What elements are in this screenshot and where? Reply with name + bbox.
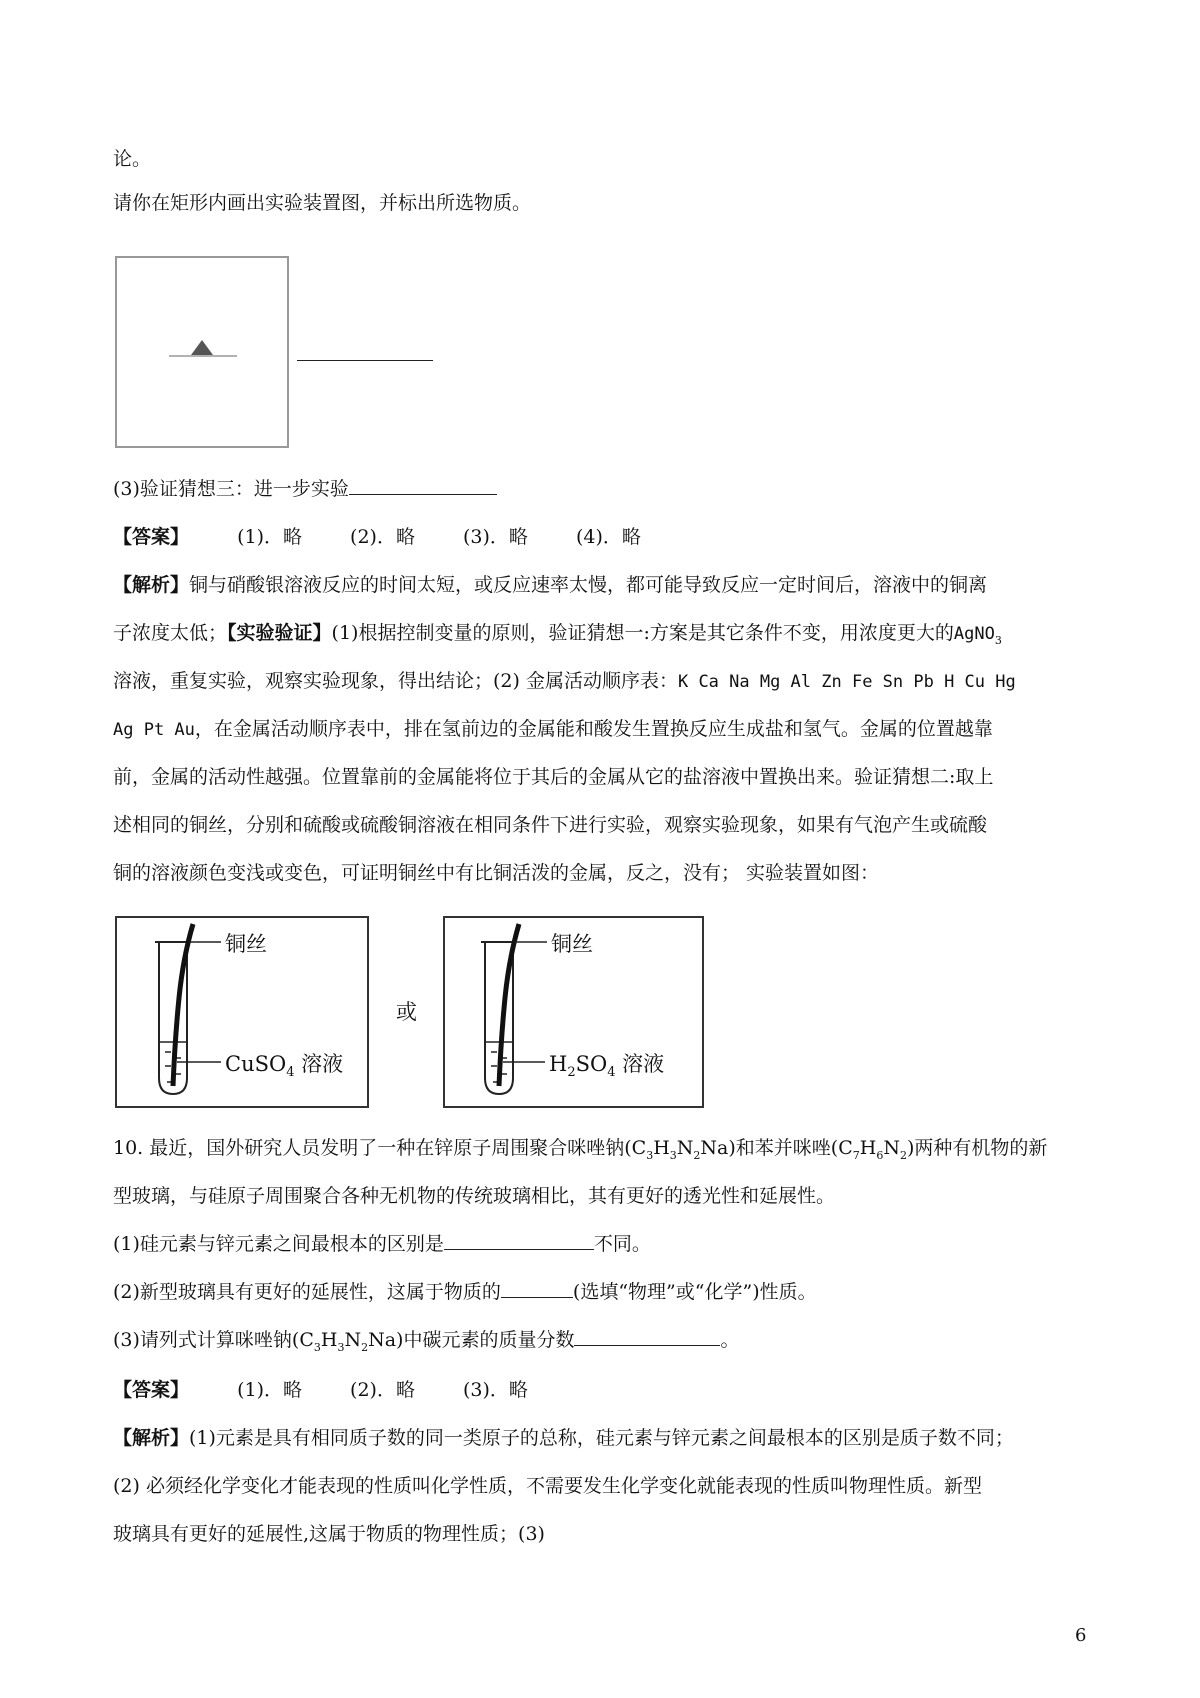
q10-sub-text: (2)新型玻璃具有更好的延展性，这属于物质的 [113, 1281, 501, 1303]
subscript: 2 [899, 1148, 907, 1162]
q10-sub-text: Na)中碳元素的质量分数 [368, 1329, 575, 1351]
explanation-text: 溶液，重复实验，观察实验现象，得出结论；(2) 金属活动顺序表： [113, 670, 678, 692]
explanation2-line-2: (2) 必须经化学变化才能表现的性质叫化学性质，不需要发生化学变化就能表现的性质叫物理性质。新型 [113, 1475, 982, 1497]
solution-suffix: 溶液 [294, 1052, 344, 1076]
formula-text: H [549, 1052, 568, 1076]
explanation-line-3 [113, 666, 1016, 697]
answer-item: (3)．略 [463, 1379, 528, 1401]
question-3 [113, 474, 497, 504]
formula-agno3: AgNO [953, 624, 995, 644]
q10-text: )两种有机物的新 [906, 1137, 1048, 1159]
q10-text: Na)和苯并咪唑(C [700, 1137, 853, 1159]
instruction-draw: 请你在矩形内画出实验装置图，并标出所选物质。 [113, 192, 532, 214]
subscript: 3 [313, 1340, 321, 1354]
question-3-text: (3)验证猜想三：进一步实验 [113, 478, 349, 500]
q10-text: H [859, 1137, 877, 1159]
q10-sub-text: 。 [720, 1329, 740, 1351]
question-10-sub-3 [113, 1325, 739, 1355]
explanation-text: ，在金属活动顺序表中，排在氢前边的金属能和酸发生置换反应生成盐和氢气。金属的位置越靠 [194, 718, 993, 740]
experiment-verify-label: 【实验验证】 [227, 622, 332, 644]
solution-label-h2so4 [549, 1048, 665, 1081]
answer-blank-q10-1[interactable] [444, 1229, 594, 1250]
wire-label: 铜丝 [551, 932, 593, 956]
subscript: 3 [337, 1340, 345, 1354]
solution-label-cuso4 [225, 1048, 344, 1081]
answer-item: (2)．略 [350, 1379, 415, 1401]
q10-sub-text: (选填“物理”或“化学”)性质。 [572, 1281, 817, 1303]
explanation-text: 铜与硝酸银溶液反应的时间太短，或反应速率太慢，都可能导致反应一定时间后，溶液中的铜离 [189, 574, 988, 596]
subscript: 7 [852, 1148, 860, 1162]
wire-label: 铜丝 [225, 932, 267, 956]
explanation-text: 子浓度太低； [113, 622, 228, 644]
explanation-line-2 [113, 618, 1002, 649]
or-label: 或 [396, 1000, 417, 1024]
subscript: 3 [994, 633, 1002, 647]
explanation-text: (1)根据控制变量的原则，验证猜想一:方案是其它条件不变，用浓度更大的 [331, 622, 954, 644]
explanation-label: 【解析】 [113, 574, 190, 596]
answer-blank-3[interactable] [349, 474, 497, 495]
question-10-line-2: 型玻璃，与硅原子周围聚合各种无机物的传统玻璃相比，其有更好的透光性和延展性。 [113, 1185, 836, 1207]
q10-text: N [883, 1137, 900, 1159]
formula-text: SO [575, 1052, 608, 1076]
q10-sub-text: 不同。 [593, 1233, 651, 1255]
subscript: 2 [361, 1340, 369, 1354]
question-10-sub-1 [113, 1229, 651, 1259]
q10-sub-text: (1)硅元素与锌元素之间最根本的区别是 [113, 1233, 444, 1255]
question-10-sub-2 [113, 1277, 817, 1307]
explanation-line-1 [113, 570, 987, 600]
q10-text: 10. 最近，国外研究人员发明了一种在锌原子周围聚合咪唑钠(C [113, 1137, 647, 1159]
answer-label: 【答案】 [113, 1379, 190, 1401]
explanation-label: 【解析】 [113, 1427, 190, 1449]
question-10-line-1 [113, 1133, 1047, 1163]
explanation-line-7: 铜的溶液颜色变浅或变色，可证明铜丝中有比铜活泼的金属，反之，没有； 实验装置如图： [113, 862, 880, 884]
q10-text: H [653, 1137, 670, 1159]
answer-item: (2)．略 [350, 526, 415, 548]
triangle-marker-icon [117, 258, 287, 446]
q10-text: N [676, 1137, 694, 1159]
diagram-cuso4 [115, 916, 369, 1108]
answer-label: 【答案】 [113, 526, 190, 548]
answer-blank-drawing[interactable] [297, 360, 433, 361]
solution-suffix: 溶液 [615, 1052, 665, 1076]
diagram-h2so4 [443, 916, 704, 1108]
q10-sub-text: (3)请列式计算咪唑钠(C [113, 1329, 314, 1351]
answer-item: (3)．略 [463, 526, 528, 548]
q10-sub-text: N [344, 1329, 362, 1351]
answer-row-1 [113, 522, 641, 552]
drawing-area [115, 256, 289, 448]
page-number: 6 [1075, 1625, 1087, 1646]
subscript: 6 [876, 1148, 884, 1162]
q10-sub-text: H [320, 1329, 338, 1351]
subscript: 4 [286, 1065, 295, 1081]
activity-series: K Ca Na Mg Al Zn Fe Sn Pb H Cu Hg [677, 672, 1016, 692]
explanation-line-6: 述相同的铜丝，分别和硫酸或硫酸铜溶液在相同条件下进行实验，观察实验现象，如果有气泡产生或硫酸 [113, 814, 988, 836]
activity-series: Ag Pt Au [113, 720, 195, 740]
explanation2-line-1 [113, 1423, 1014, 1453]
answer-blank-q10-2[interactable] [501, 1277, 573, 1298]
answer-item: (1)．略 [237, 1379, 302, 1401]
answer-item: (1)．略 [237, 526, 302, 548]
explanation2-line-3: 玻璃具有更好的延展性,这属于物质的物理性质；(3) [113, 1523, 545, 1545]
paragraph-conclusion: 论。 [113, 148, 152, 170]
answer-blank-q10-3[interactable] [574, 1325, 720, 1346]
subscript: 4 [607, 1065, 616, 1081]
answer-row-2 [113, 1375, 528, 1405]
subscript: 3 [646, 1148, 654, 1162]
formula-text: CuSO [225, 1052, 287, 1076]
explanation-line-5: 前，金属的活动性越强。位置靠前的金属能将位于其后的金属从它的盐溶液中置换出来。验证猜想二:取上 [113, 766, 994, 788]
explanation-line-4 [113, 714, 993, 745]
subscript: 3 [669, 1148, 677, 1162]
explanation-text: (1)元素是具有相同质子数的同一类原子的总称，硅元素与锌元素之间最根本的区别是质子数不同； [189, 1427, 1014, 1449]
subscript: 2 [693, 1148, 701, 1162]
subscript: 2 [567, 1065, 576, 1081]
answer-item: (4)．略 [575, 526, 641, 548]
